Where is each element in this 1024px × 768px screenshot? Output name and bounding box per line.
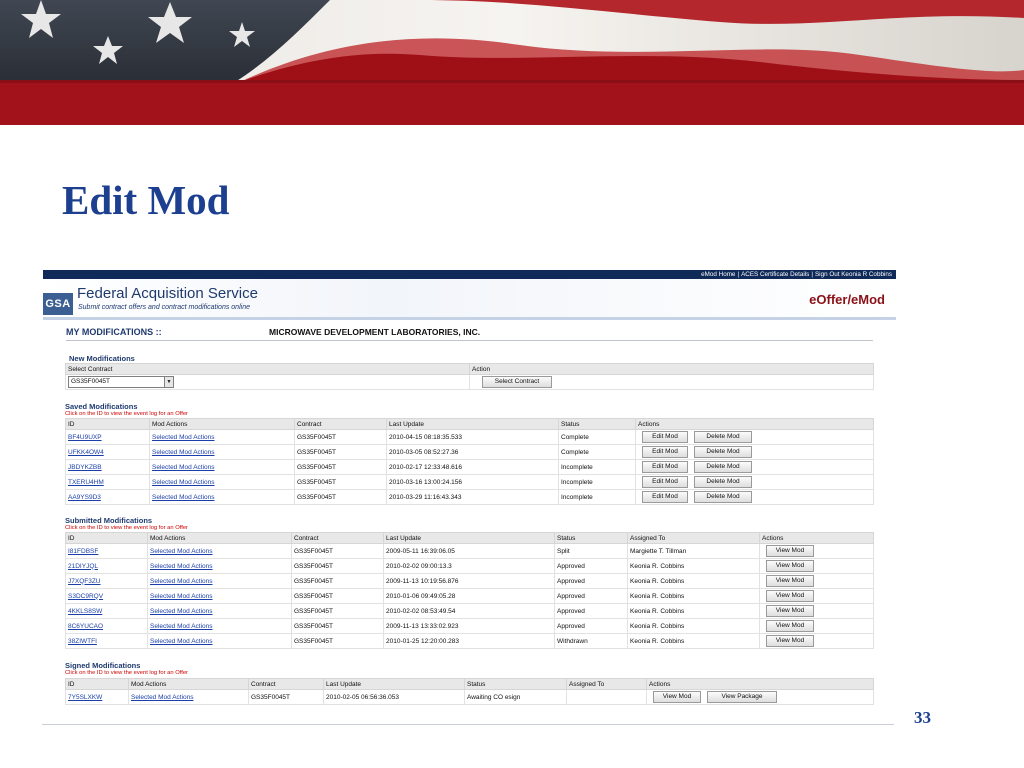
- col-last-update: Last Update: [384, 533, 555, 544]
- col-status: Status: [555, 533, 628, 544]
- mod-actions-cell: [148, 634, 292, 649]
- col-assigned-to: Assigned To: [628, 533, 760, 544]
- last-update-cell: 2010-02-02 08:53:49.54: [384, 604, 555, 619]
- last-update-cell: 2009-05-11 16:39:06.05: [384, 544, 555, 559]
- id-cell: [66, 574, 148, 589]
- delete-mod-button[interactable]: Delete Mod: [694, 446, 752, 458]
- header-action: Action: [470, 364, 874, 375]
- actions-cell: [760, 574, 874, 589]
- table-row: [66, 475, 874, 490]
- contract-cell: GS35F0045T: [292, 559, 384, 574]
- col-id: ID: [66, 679, 129, 690]
- contract-cell: GS35F0045T: [295, 430, 387, 445]
- contract-cell: GS35F0045T: [292, 589, 384, 604]
- view-package-button[interactable]: View Package: [707, 691, 777, 703]
- slide-title: Edit Mod: [62, 177, 230, 223]
- id-cell: [66, 460, 150, 475]
- col-contract: Contract: [295, 419, 387, 430]
- mod-id-link[interactable]: BF4U9UXP: [68, 433, 102, 441]
- view-mod-button[interactable]: View Mod: [766, 605, 814, 617]
- id-cell: [66, 430, 150, 445]
- status-cell: Incomplete: [559, 460, 636, 475]
- contract-cell: GS35F0045T: [295, 490, 387, 505]
- contract-cell: GS35F0045T: [292, 619, 384, 634]
- eoffer-emod-logo: eOffer/eMod: [809, 292, 885, 307]
- status-cell: Approved: [555, 574, 628, 589]
- id-cell: [66, 559, 148, 574]
- edit-mod-button[interactable]: Edit Mod: [642, 446, 688, 458]
- table-row: [66, 559, 874, 574]
- view-mod-button[interactable]: View Mod: [766, 620, 814, 632]
- contract-cell: GS35F0045T: [292, 604, 384, 619]
- site-header: [43, 279, 896, 320]
- submitted-mods-title: Submitted Modifications: [65, 516, 153, 525]
- table-row: [66, 589, 874, 604]
- mod-actions-link[interactable]: Selected Mod Actions: [152, 463, 215, 471]
- view-mod-button[interactable]: View Mod: [766, 545, 814, 557]
- edit-mod-button[interactable]: Edit Mod: [642, 476, 688, 488]
- status-cell: Approved: [555, 604, 628, 619]
- view-mod-button[interactable]: View Mod: [766, 560, 814, 572]
- id-cell: [66, 544, 148, 559]
- contract-cell: GS35F0045T: [295, 475, 387, 490]
- edit-mod-button[interactable]: Edit Mod: [642, 491, 688, 503]
- signed-mods-note: Click on the ID to view the event log for an Offer: [65, 670, 188, 676]
- flag-banner: [0, 0, 1024, 125]
- mod-actions-cell: [148, 559, 292, 574]
- actions-cell: [636, 490, 874, 505]
- mod-id-link[interactable]: AA9YS9D3: [68, 493, 101, 501]
- saved-mods-table: [65, 418, 874, 505]
- mod-id-link[interactable]: 38ZIWTFI: [68, 637, 97, 645]
- mod-actions-cell: [150, 445, 295, 460]
- actions-cell: [760, 544, 874, 559]
- mod-id-link[interactable]: TXERU4HM: [68, 478, 104, 486]
- contract-select[interactable]: GS35F0045T ▼: [68, 376, 174, 388]
- status-cell: Complete: [559, 445, 636, 460]
- delete-mod-button[interactable]: Delete Mod: [694, 431, 752, 443]
- mod-actions-link[interactable]: Selected Mod Actions: [150, 547, 213, 555]
- table-row: [66, 544, 874, 559]
- actions-cell: [760, 589, 874, 604]
- contract-cell: GS35F0045T: [292, 634, 384, 649]
- status-cell: Split: [555, 544, 628, 559]
- contract-cell: GS35F0045T: [249, 690, 324, 705]
- table-row: [66, 574, 874, 589]
- view-mod-button[interactable]: View Mod: [766, 590, 814, 602]
- col-id: ID: [66, 419, 150, 430]
- status-cell: Approved: [555, 619, 628, 634]
- id-cell: [66, 475, 150, 490]
- emod-screenshot: [43, 270, 896, 708]
- assigned-to-cell: Margiette T. Tillman: [628, 544, 760, 559]
- mod-actions-cell: [148, 589, 292, 604]
- col-mod-actions: Mod Actions: [150, 419, 295, 430]
- assigned-to-cell: Keonia R. Cobbins: [628, 559, 760, 574]
- last-update-cell: 2010-03-05 08:52:27.36: [387, 445, 559, 460]
- mod-actions-cell: [129, 690, 249, 705]
- mod-actions-cell: [150, 460, 295, 475]
- mod-id-link[interactable]: JBDYKZBB: [68, 463, 102, 471]
- view-mod-button[interactable]: View Mod: [766, 635, 814, 647]
- nav-sign-out[interactable]: Sign Out Keonia R Cobbins: [814, 271, 892, 278]
- footer-divider: [42, 724, 894, 725]
- top-nav-bar: eMod Home | ACES Certificate Details | Sign Out Keonia R Cobbins: [43, 270, 896, 279]
- last-update-cell: 2010-02-02 09:00:13.3: [384, 559, 555, 574]
- table-row: [66, 604, 874, 619]
- gsa-logo: GSA: [43, 293, 73, 315]
- actions-cell: [760, 634, 874, 649]
- status-cell: Approved: [555, 589, 628, 604]
- assigned-to-cell: Keonia R. Cobbins: [628, 634, 760, 649]
- id-cell: [66, 490, 150, 505]
- contract-cell: GS35F0045T: [292, 574, 384, 589]
- edit-mod-button[interactable]: Edit Mod: [642, 461, 688, 473]
- col-mod-actions: Mod Actions: [129, 679, 249, 690]
- col-last-update: Last Update: [387, 419, 559, 430]
- id-cell: [66, 604, 148, 619]
- new-mods-title: New Modifications: [69, 354, 135, 363]
- last-update-cell: 2009-11-13 13:33:02.923: [384, 619, 555, 634]
- mod-id-link[interactable]: J7XQF3ZU: [68, 577, 101, 585]
- last-update-cell: 2010-01-06 09:49:05.28: [384, 589, 555, 604]
- table-row: [66, 430, 874, 445]
- saved-mods-note: Click on the ID to view the event log for an Offer: [65, 411, 188, 417]
- col-status: Status: [559, 419, 636, 430]
- mod-actions-cell: [150, 430, 295, 445]
- col-mod-actions: Mod Actions: [148, 533, 292, 544]
- col-id: ID: [66, 533, 148, 544]
- actions-cell: [636, 460, 874, 475]
- mod-actions-cell: [148, 574, 292, 589]
- delete-mod-button[interactable]: Delete Mod: [694, 476, 752, 488]
- view-mod-button[interactable]: View Mod: [766, 575, 814, 587]
- site-title: Federal Acquisition Service: [77, 285, 258, 302]
- submitted-mods-note: Click on the ID to view the event log for an Offer: [65, 525, 188, 531]
- signed-mods-table: [65, 678, 874, 705]
- company-name: MICROWAVE DEVELOPMENT LABORATORIES, INC.: [269, 327, 481, 337]
- actions-cell: [760, 559, 874, 574]
- mod-actions-cell: [150, 475, 295, 490]
- header-select-contract: Select Contract: [66, 364, 470, 375]
- flag-image: [0, 0, 1024, 125]
- last-update-cell: 2010-04-15 08:18:35.533: [387, 430, 559, 445]
- mod-actions-link[interactable]: Selected Mod Actions: [131, 693, 194, 701]
- actions-cell: [636, 430, 874, 445]
- status-cell: Incomplete: [559, 475, 636, 490]
- mod-actions-link[interactable]: Selected Mod Actions: [152, 478, 215, 486]
- assigned-to-cell: Keonia R. Cobbins: [628, 589, 760, 604]
- delete-mod-button[interactable]: Delete Mod: [694, 461, 752, 473]
- mod-actions-cell: [148, 604, 292, 619]
- assigned-to-cell: Keonia R. Cobbins: [628, 574, 760, 589]
- mod-actions-cell: [150, 490, 295, 505]
- table-row: [66, 460, 874, 475]
- assigned-to-cell: [567, 690, 647, 705]
- mod-actions-link[interactable]: Selected Mod Actions: [150, 562, 213, 570]
- status-cell: Awaiting CO esign: [465, 690, 567, 705]
- actions-cell: [636, 445, 874, 460]
- mod-id-link[interactable]: 21DIYJQL: [68, 562, 98, 570]
- assigned-to-cell: Keonia R. Cobbins: [628, 619, 760, 634]
- new-mods-table: [65, 363, 874, 390]
- actions-cell: [760, 604, 874, 619]
- table-row: [66, 445, 874, 460]
- status-cell: Withdrawn: [555, 634, 628, 649]
- submitted-mods-table: [65, 532, 874, 649]
- status-cell: Complete: [559, 430, 636, 445]
- id-cell: [66, 634, 148, 649]
- last-update-cell: 2009-11-13 10:19:56.876: [384, 574, 555, 589]
- col-last-update: Last Update: [324, 679, 465, 690]
- mod-actions-cell: [148, 619, 292, 634]
- site-subtitle: Submit contract offers and contract modifications online: [78, 304, 250, 311]
- page-heading: MY MODIFICATIONS ::: [66, 327, 162, 337]
- nav-emod-home[interactable]: eMod Home: [701, 271, 736, 278]
- mod-actions-link[interactable]: Selected Mod Actions: [150, 577, 213, 585]
- last-update-cell: 2010-02-17 12:33:48.616: [387, 460, 559, 475]
- contract-cell: GS35F0045T: [295, 445, 387, 460]
- mod-actions-link[interactable]: Selected Mod Actions: [152, 493, 215, 501]
- mod-actions-link[interactable]: Selected Mod Actions: [150, 592, 213, 600]
- dropdown-arrow-icon: ▼: [164, 377, 173, 387]
- view-mod-button[interactable]: View Mod: [653, 691, 701, 703]
- status-cell: Approved: [555, 559, 628, 574]
- table-row: [66, 490, 874, 505]
- col-contract: Contract: [292, 533, 384, 544]
- last-update-cell: 2010-01-25 12:20:00.283: [384, 634, 555, 649]
- contract-cell: GS35F0045T: [295, 460, 387, 475]
- select-contract-button[interactable]: Select Contract: [482, 376, 552, 388]
- mod-id-link[interactable]: 8C6YUCAO: [68, 622, 104, 630]
- signed-mods-title: Signed Modifications: [65, 661, 141, 670]
- col-actions: Actions: [636, 419, 874, 430]
- id-cell: [66, 619, 148, 634]
- mod-actions-cell: [148, 544, 292, 559]
- mod-actions-link[interactable]: Selected Mod Actions: [150, 607, 213, 615]
- mod-id-link[interactable]: UFKK4OW4: [68, 448, 104, 456]
- last-update-cell: 2010-03-29 11:16:43.343: [387, 490, 559, 505]
- col-contract: Contract: [249, 679, 324, 690]
- edit-mod-button[interactable]: Edit Mod: [642, 431, 688, 443]
- id-cell: [66, 690, 129, 705]
- table-row: [66, 634, 874, 649]
- page-heading-bar: [66, 320, 873, 341]
- col-assigned-to: Assigned To: [567, 679, 647, 690]
- actions-cell: [647, 690, 874, 705]
- mod-id-link[interactable]: I81FDBSF: [68, 547, 99, 555]
- nav-aces-certificate[interactable]: ACES Certificate Details: [741, 271, 810, 278]
- table-row: [66, 690, 874, 705]
- mod-id-link[interactable]: 7Y5SLXKW: [68, 693, 103, 701]
- mod-actions-link[interactable]: Selected Mod Actions: [150, 622, 213, 630]
- col-actions: Actions: [647, 679, 874, 690]
- contract-cell: GS35F0045T: [292, 544, 384, 559]
- status-cell: Incomplete: [559, 490, 636, 505]
- delete-mod-button[interactable]: Delete Mod: [694, 491, 752, 503]
- mod-id-link[interactable]: S3DC9RQV: [68, 592, 104, 600]
- saved-mods-title: Saved Modifications: [65, 402, 138, 411]
- last-update-cell: 2010-02-05 06:56:36.053: [324, 690, 465, 705]
- id-cell: [66, 589, 148, 604]
- col-actions: Actions: [760, 533, 874, 544]
- col-status: Status: [465, 679, 567, 690]
- actions-cell: [760, 619, 874, 634]
- table-row: [66, 619, 874, 634]
- last-update-cell: 2010-03-16 13:00:24.156: [387, 475, 559, 490]
- id-cell: [66, 445, 150, 460]
- mod-actions-link[interactable]: Selected Mod Actions: [152, 448, 215, 456]
- assigned-to-cell: Keonia R. Cobbins: [628, 604, 760, 619]
- mod-actions-link[interactable]: Selected Mod Actions: [152, 433, 215, 441]
- actions-cell: [636, 475, 874, 490]
- mod-id-link[interactable]: 4KKLS8SW: [68, 607, 103, 615]
- slide-number: 33: [914, 708, 931, 727]
- mod-actions-link[interactable]: Selected Mod Actions: [150, 637, 213, 645]
